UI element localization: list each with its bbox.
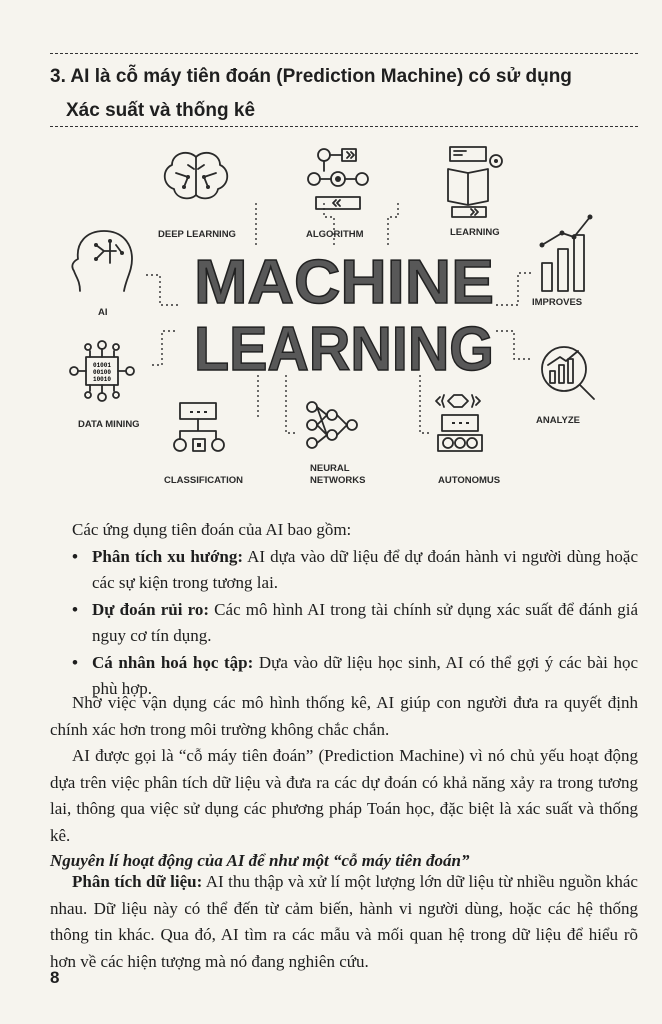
para3: [50, 869, 638, 975]
section-heading-line1: 3. AI là cỗ máy tiên đoán (Prediction Machine) có sử dụng: [50, 66, 572, 87]
machine-learning-figure: [66, 145, 626, 495]
label-classification: CLASSIFICATION: [164, 475, 243, 486]
label-neural-networks-line1: NEURAL: [310, 463, 350, 474]
bullet-trend-analysis: [72, 544, 638, 597]
connector-learning: [388, 203, 398, 245]
ai-head-icon: [72, 231, 132, 291]
bullet-text: AI dựa vào dữ liệu để dự đoán hành vi người dùng hoặc các sự kiện trong tương lai.: [92, 546, 638, 592]
bullet-term: Phân tích xu hướng:: [92, 546, 244, 566]
label-neural-networks-line2: NETWORKS: [310, 475, 366, 486]
data-mining-chip-icon: [70, 341, 134, 401]
bullet-risk-prediction: [72, 597, 638, 650]
subheading-text: Nguyên lí hoạt động của AI để như một “cỗ máy tiên đoán”: [50, 851, 470, 870]
label-ai: AI: [98, 307, 108, 318]
para1-text: Nhờ việc vận dụng các mô hình thống kê, AI giúp con người đưa ra quyết định chính xác hơn trong môi trường không chắc chắn.: [50, 693, 638, 739]
brain-icon: [165, 153, 228, 199]
page-number: 8: [50, 968, 60, 987]
algorithm-icon: [308, 149, 368, 209]
para3-text: AI thu thập và xử lí một lượng lớn dữ liệu từ nhiều nguồn khác nhau. Dữ liệu này có thể đến từ cảm biến, hành vi người dùng, hoặc các hệ thống thông tin khác. Qua đó, AI tìm ra các mẫu và mối quan hệ trong dữ liệu để hiểu rõ hơn về các hiện tượng mà nó đang nghiên cứu.: [50, 872, 638, 971]
label-deep-learning: DEEP LEARNING: [158, 229, 236, 240]
body-text: [72, 517, 638, 703]
bullet-term: Dự đoán rủi ro:: [92, 599, 210, 619]
paragraph-statistics: [50, 690, 638, 743]
chip-text-2: 00100: [92, 369, 112, 376]
connector-ai: [146, 275, 178, 305]
label-analyze: ANALYZE: [536, 415, 580, 426]
figure-title-machine: MACHINE: [194, 248, 494, 317]
label-improves: IMPROVES: [532, 297, 583, 308]
chip-text-3: 10010: [92, 376, 112, 383]
learning-icon: [448, 147, 502, 217]
connector-analyze: [496, 331, 530, 359]
label-algorithm: ALGORITHM: [306, 229, 364, 240]
analyze-magnifier-icon: [542, 347, 594, 399]
label-learning: LEARNING: [450, 227, 500, 238]
paragraph-data-analysis: [50, 869, 638, 975]
chip-text-1: 01001: [92, 362, 112, 369]
label-autonomus: AUTONOMUS: [438, 475, 501, 486]
bullet-text: Các mô hình AI trong tài chính sử dụng xác suất để đánh giá nguy cơ tín dụng.: [92, 599, 639, 645]
improves-chart-icon: [540, 215, 593, 292]
intro-text: Các ứng dụng tiên đoán của AI bao gồm:: [72, 520, 352, 539]
classification-icon: [174, 403, 224, 451]
bullet-term: Cá nhân hoá học tập:: [92, 652, 254, 672]
top-dashed-rule: [50, 53, 638, 54]
connector-data-mining: [152, 331, 178, 365]
para2-text: AI được gọi là “cỗ máy tiên đoán” (Prediction Machine) vì nó chủ yếu hoạt động dựa trên việc phân tích dữ liệu và đưa ra các dự đoán có khả năng xảy ra trong tương lai, thông qua việc sử dụng các phương pháp Toán học, đặc biệt là xác suất và thống kê.: [50, 746, 638, 845]
paragraph-prediction-machine: [50, 743, 638, 849]
neural-network-icon: [307, 402, 357, 448]
bottom-dashed-rule: [50, 126, 638, 127]
label-data-mining: DATA MINING: [78, 419, 140, 430]
connector-improves: [496, 273, 534, 305]
section-heading-line2: Xác suất và thống kê: [66, 100, 256, 121]
bullet-text: Dựa vào dữ liệu học sinh, AI có thể gợi ý các bài học phù hợp.: [92, 652, 639, 698]
autonomus-robot-icon: [436, 395, 482, 451]
figure-title-learning: LEARNING: [194, 315, 494, 384]
para3-term: Phân tích dữ liệu:: [72, 872, 203, 891]
